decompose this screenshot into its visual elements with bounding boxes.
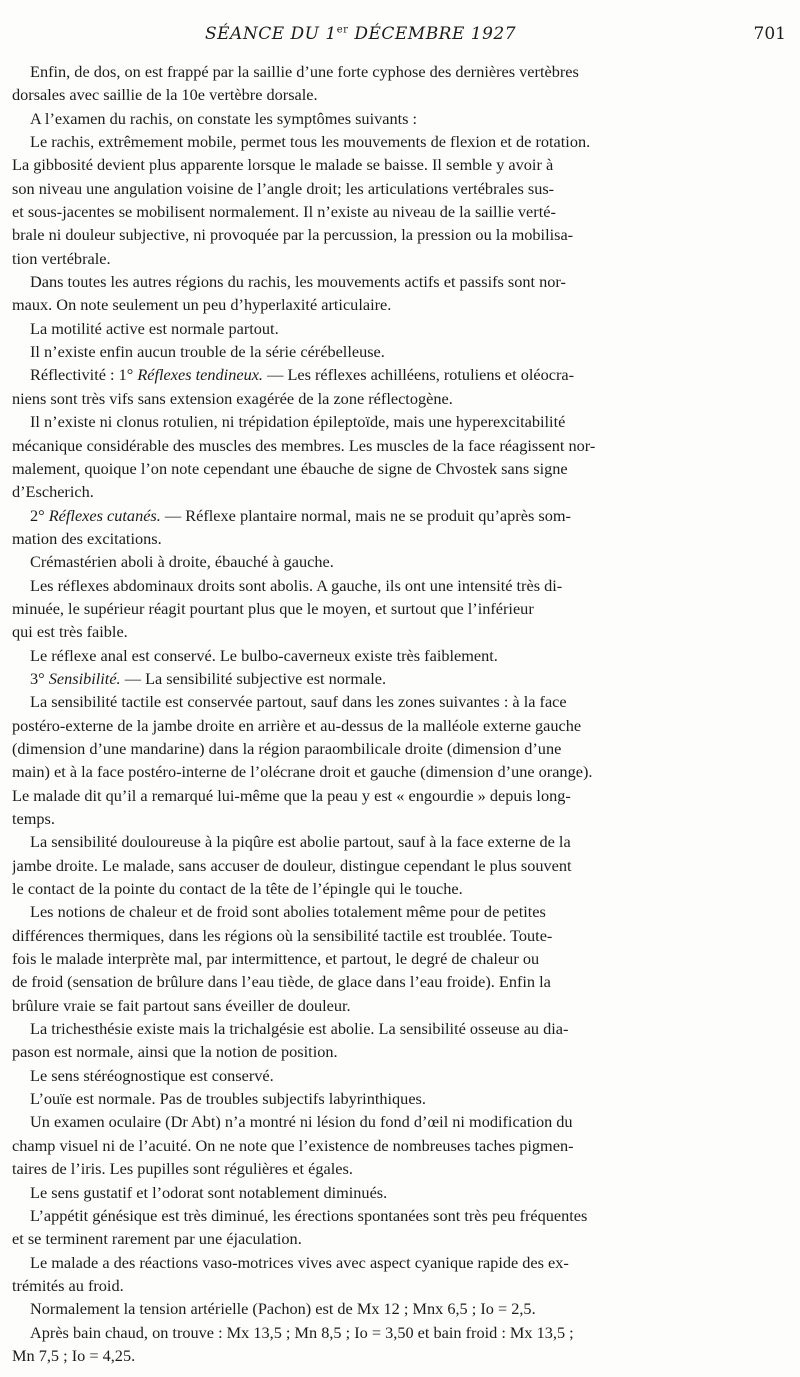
text-line: main) et à la face postéro-interne de l’olécrane droit et gauche (dimension d’une orange). <box>12 762 593 782</box>
paragraph <box>12 363 736 410</box>
lead-text: — Réflexe plantaire normal, mais ne se produit qu’après som- <box>160 505 571 525</box>
text-line: Il n’existe ni clonus rotulien, ni trépidation épileptoïde, mais une hyperexcitabilité <box>30 412 566 432</box>
lead-prefix: Réflectivité : 1° <box>30 365 138 385</box>
text-line: maux. On note seulement un peu d’hyperlaxité articulaire. <box>12 295 392 315</box>
paragraph <box>12 1321 736 1368</box>
paragraph-lead-line <box>12 363 736 386</box>
text-line: Le sens gustatif et l’odorat sont notablement diminués. <box>30 1182 388 1202</box>
text-line: Dans toutes les autres régions du rachis, les mouvements actifs et passifs sont nor- <box>30 272 566 292</box>
paragraph <box>12 550 736 573</box>
paragraph <box>12 107 736 130</box>
text-line: différences thermiques, dans les régions où la sensibilité tactile est troublée. Toute- <box>12 925 553 945</box>
text-line: Enfin, de dos, on est frappé par la saillie d’une forte cyphose des dernières vertèbres <box>30 62 579 81</box>
page-number: 701 <box>753 24 786 44</box>
text-line: Un examen oculaire (Dr Abt) n’a montré ni lésion du fond d’œil ni modification du <box>30 1112 573 1132</box>
lead-text: — La sensibilité subjective est normale. <box>120 668 387 688</box>
text-line: A l’examen du rachis, on constate les symptômes suivants : <box>30 108 418 128</box>
text-line: Les notions de chaleur et de froid sont abolies totalement même pour de petites <box>30 902 546 922</box>
text-line: Le malade dit qu’il a remarqué lui-même que la peau y est « engourdie » depuis long- <box>12 785 571 805</box>
lead-text: — Les réflexes achilléens, rotuliens et oléocra- <box>263 365 575 385</box>
text-line: Normalement la tension artérielle (Pachon) est de Mx 12 ; Mnx 6,5 ; Io = 2,5. <box>30 1299 536 1319</box>
text-line: Mn 7,5 ; Io = 4,25. <box>12 1345 136 1365</box>
section-heading: Sensibilité. <box>48 668 121 688</box>
paragraph <box>12 270 736 317</box>
text-line: La sensibilité tactile est conservée partout, sauf dans les zones suivantes : à la face <box>30 692 567 712</box>
text-line: tion vertébrale. <box>12 248 111 268</box>
text-line: Le sens stéréognostique est conservé. <box>30 1065 274 1085</box>
paragraph <box>12 1064 736 1087</box>
text-line: pason est normale, ainsi que la notion de position. <box>12 1042 338 1062</box>
running-title-superscript: er <box>336 24 349 36</box>
paragraph <box>12 574 736 644</box>
text-line: brûlure vraie se fait partout sans éveiller de douleur. <box>12 995 351 1015</box>
running-title-main: SÉANCE DU 1 <box>205 24 337 44</box>
text-line: Crémastérien aboli à droite, ébauché à gauche. <box>30 552 334 572</box>
text-line: L’ouïe est normale. Pas de troubles subjectifs labyrinthiques. <box>30 1089 426 1109</box>
text-line: (dimension d’une mandarine) dans la région paraombilicale droite (dimension d’une <box>12 738 562 758</box>
text-line: son niveau une angulation voisine de l’angle droit; les articulations vertébrales sus- <box>12 178 555 198</box>
text-line: d’Escherich. <box>12 482 94 502</box>
paragraph <box>12 1017 736 1064</box>
text-line: et sous-jacentes se mobilisent normalement. Il n’existe au niveau de la saillie verté- <box>12 202 556 222</box>
paragraph <box>12 1204 736 1251</box>
text-line: La gibbosité devient plus apparente lorsque le malade se baisse. Il semble y avoir à <box>12 155 554 175</box>
text-line: Le réflexe anal est conservé. Le bulbo-caverneux existe très faiblement. <box>30 645 498 665</box>
running-title-date: DÉCEMBRE 1927 <box>348 24 517 44</box>
text-line: minuée, le supérieur réagit pourtant plus que le moyen, et surtout que l’inférieur <box>12 598 534 618</box>
lead-prefix: 2° <box>30 505 49 525</box>
text-line: le contact de la pointe du contact de la tête de l’épingle qui le touche. <box>12 879 463 899</box>
text-line: La sensibilité douloureuse à la piqûre est abolie partout, sauf à la face externe de la <box>30 832 571 852</box>
section-heading: Réflexes cutanés. <box>48 505 161 525</box>
text-line: La trichesthésie existe mais la trichalgésie est abolie. La sensibilité osseuse au dia- <box>30 1019 569 1039</box>
text-line: malement, quoique l’on note cependant une ébauche de signe de Chvostek sans signe <box>12 458 568 478</box>
paragraph <box>12 410 736 503</box>
text-line: mécanique considérable des muscles des membres. Les muscles de la face réagissent nor- <box>12 435 596 455</box>
paragraph <box>12 900 736 1017</box>
lead-prefix: 3° <box>30 668 49 688</box>
body-text <box>12 60 736 1367</box>
paragraph <box>12 340 736 363</box>
text-line: niens sont très vifs sans extension exagérée de la zone réflectogène. <box>12 388 453 408</box>
text-line: qui est très faible. <box>12 622 128 642</box>
paragraph <box>12 690 736 830</box>
text-line: temps. <box>12 809 55 828</box>
paragraph <box>12 1181 736 1204</box>
text-line: brale ni douleur subjective, ni provoquée par la percussion, la pression ou la mobilisa- <box>12 225 574 245</box>
text-line: jambe droite. Le malade, sans accuser de douleur, distingue cependant le plus souvent <box>12 855 572 875</box>
paragraph <box>12 667 736 690</box>
paragraph <box>12 1087 736 1110</box>
text-line: taires de l’iris. Les pupilles sont régulières et égales. <box>12 1159 353 1179</box>
paragraph-lead-line <box>12 667 736 690</box>
text-line: Le malade a des réactions vaso-motrices vives avec aspect cyanique rapide des ex- <box>30 1252 569 1272</box>
text-line: fois le malade interprète mal, par intermittence, et partout, le degré de chaleur ou <box>12 949 540 969</box>
running-title <box>205 24 516 44</box>
text-line: Les réflexes abdominaux droits sont abolis. A gauche, ils ont une intensité très di- <box>30 575 563 595</box>
text-line: Il n’existe enfin aucun trouble de la série cérébelleuse. <box>30 342 385 362</box>
paragraph <box>12 830 736 900</box>
text-line: dorsales avec saillie de la 10e vertèbre dorsale. <box>12 85 318 105</box>
paragraph <box>12 644 736 667</box>
page-header <box>0 20 800 50</box>
text-line: mation des excitations. <box>12 528 162 548</box>
paragraph <box>12 504 736 551</box>
text-line: postéro-externe de la jambe droite en arrière et au-dessus de la malléole externe gauche <box>12 715 582 735</box>
text-line: champ visuel ni de l’acuité. On ne note que l’existence de nombreuses taches pigmen- <box>12 1135 574 1155</box>
text-line: La motilité active est normale partout. <box>30 318 279 338</box>
text-line: L’appétit génésique est très diminué, les érections spontanées sont très peu fréquentes <box>30 1205 588 1225</box>
paragraph <box>12 1297 736 1320</box>
section-heading: Réflexes tendineux. <box>137 365 264 385</box>
text-line: Après bain chaud, on trouve : Mx 13,5 ; Mn 8,5 ; Io = 3,50 et bain froid : Mx 13,5 ; <box>30 1322 574 1342</box>
paragraph <box>12 1251 736 1298</box>
text-line: trémités au froid. <box>12 1275 124 1295</box>
text-line: de froid (sensation de brûlure dans l’eau tiède, de glace dans l’eau froide). Enfin la <box>12 972 551 992</box>
text-line: et se terminent rarement par une éjaculation. <box>12 1229 302 1249</box>
text-line: Le rachis, extrêmement mobile, permet tous les mouvements de flexion et de rotation. <box>30 132 591 152</box>
paragraph-lead-line <box>12 504 736 527</box>
paragraph <box>12 1110 736 1180</box>
paragraph <box>12 60 736 107</box>
paragraph <box>12 130 736 270</box>
paragraph <box>12 317 736 340</box>
